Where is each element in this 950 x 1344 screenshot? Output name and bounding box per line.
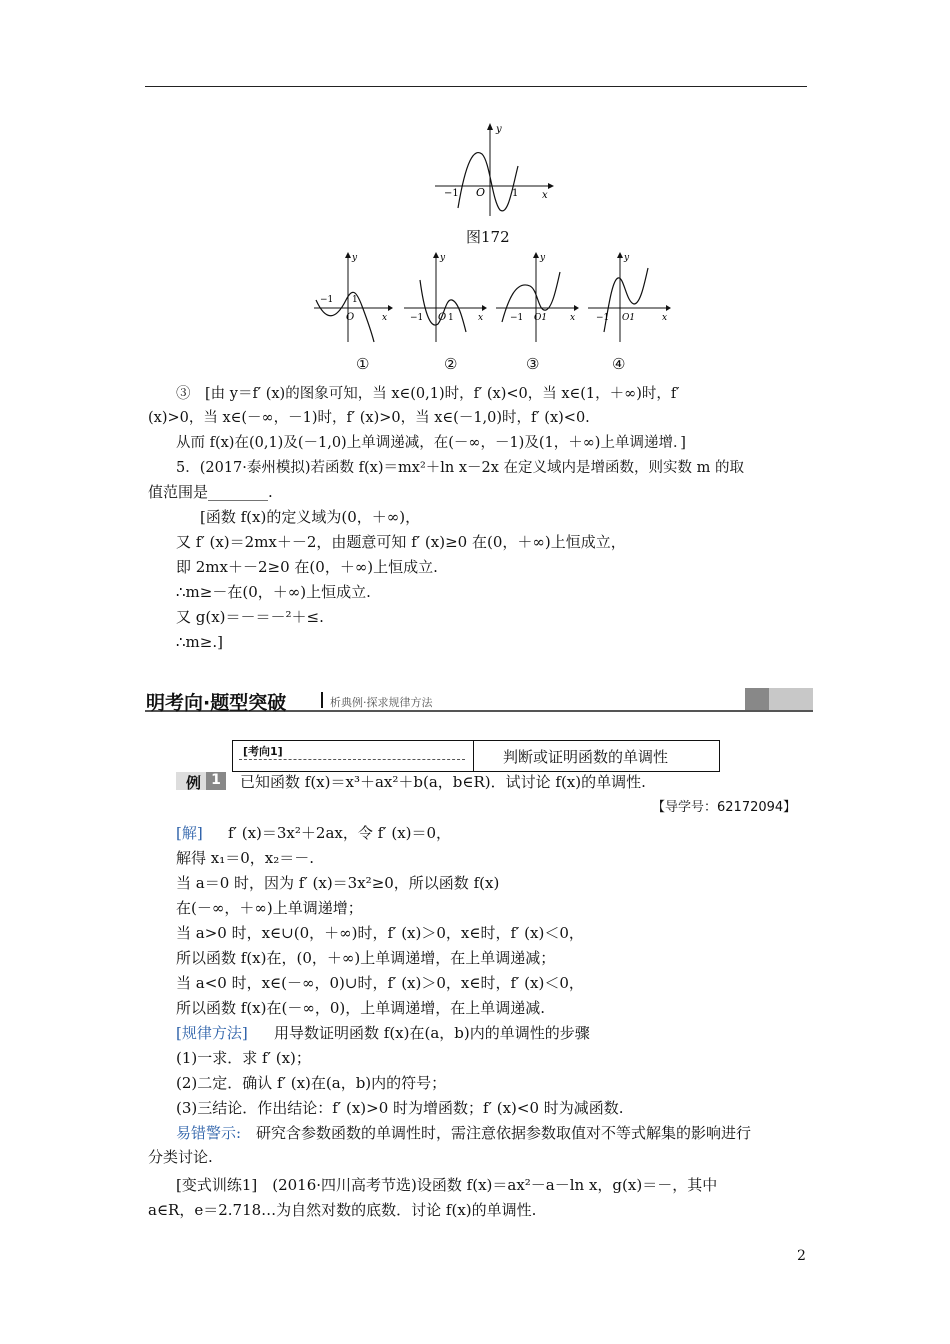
opt4-tick-neg1: −1 xyxy=(596,313,610,323)
option-graph-3 xyxy=(494,250,580,345)
fig172-tick-1: 1 xyxy=(512,188,519,199)
method-step-1: (1)一求．求 f′ (x)； xyxy=(176,1049,311,1067)
solution-line-8: 所以函数 f(x)在(－∞，0)，上单调递增，在上单调递减. xyxy=(176,999,545,1017)
figure-172 xyxy=(430,120,560,220)
solution-line-1: f′ (x)＝3x²＋2ax，令 f′ (x)＝0， xyxy=(228,824,452,842)
problem5-line-7: 又 g(x)＝－＝－²＋≤. xyxy=(176,608,324,626)
opt3-tick-neg1: −1 xyxy=(510,313,524,323)
fig172-caption: 图172 xyxy=(466,228,510,246)
problem5-line-6: ∴m≥－在(0，＋∞)上恒成立. xyxy=(176,583,371,601)
problem5-line-3: [函数 f(x)的定义域为(0，＋∞)， xyxy=(200,508,421,526)
variant-line-1: [变式训练1] (2016·四川高考节选)设函数 f(x)＝ax²－a－ln x，g(x)＝－，其中 xyxy=(176,1176,718,1194)
opt1-y-label: y xyxy=(352,253,358,263)
opt2-x-label: x xyxy=(478,313,484,323)
solution4-line-3: 从而 f(x)在(0,1)及(－1,0)上单调递减，在(－∞，－1)及(1，＋∞)上单调递增．] xyxy=(176,435,686,451)
opt2-tick-neg1: −1 xyxy=(410,313,424,323)
problem5-line-4: 又 f′ (x)＝2mx＋－2，由题意可知 f′ (x)≥0 在(0，＋∞)上恒成立， xyxy=(176,533,626,551)
option-label-4: ④ xyxy=(612,355,626,373)
opt2-y-label: y xyxy=(440,253,446,263)
option-graph-1 xyxy=(312,250,394,345)
solution-line-4: 在(－∞，＋∞)上单调递增； xyxy=(176,899,363,917)
solution-label: [解] xyxy=(176,824,203,842)
problem5-line-5: 即 2mx＋－2≥0 在(0，＋∞)上恒成立. xyxy=(176,558,438,576)
solution-line-7: 当 a<0 时，x∈(－∞，0)∪时，f′ (x)＞0，x∈时，f′ (x)＜0， xyxy=(176,974,584,992)
kaoxiang-left-cell xyxy=(233,741,474,771)
solution4-line-2: (x)>0，当 x∈(－∞，－1)时，f′ (x)>0，当 x∈(－1,0)时，f′ (x)<0. xyxy=(148,410,590,426)
problem5-line-1: 5．(2017·泰州模拟)若函数 f(x)＝mx²＋ln x－2x 在定义域内是增函数，则实数 m 的取 xyxy=(176,460,744,476)
section-subtitle: 析典例·探求规律方法 xyxy=(330,696,433,709)
page-number: 2 xyxy=(797,1248,806,1264)
method-step-3: (3)三结论．作出结论：f′ (x)>0 时为增函数；f′ (x)<0 时为减函数. xyxy=(176,1099,624,1117)
opt4-tick-o1: O1 xyxy=(622,313,636,323)
problem5-line-8: ∴m≥.] xyxy=(176,633,223,651)
opt1-tick-1: 1 xyxy=(352,295,358,305)
solution-line-2: 解得 x₁＝0，x₂＝－. xyxy=(176,849,315,867)
problem5-line-2: 值范围是________. xyxy=(148,483,273,501)
method-step-2: (2)二定．确认 f′ (x)在(a，b)内的符号； xyxy=(176,1074,447,1092)
option-label-3: ③ xyxy=(526,355,540,373)
variant-line-2: a∈R，e＝2.718…为自然对数的底数．讨论 f(x)的单调性. xyxy=(148,1201,537,1219)
warning-label: 易错警示: xyxy=(176,1124,242,1142)
fig172-y-label: y xyxy=(496,124,502,135)
option-graph-2 xyxy=(402,250,488,345)
option-label-1: ① xyxy=(356,355,370,373)
header-rule xyxy=(145,86,807,87)
opt4-x-label: x xyxy=(662,313,668,323)
option-graph-4 xyxy=(586,250,672,345)
opt3-x-label: x xyxy=(570,313,576,323)
warning-line-2: 分类讨论. xyxy=(148,1148,213,1166)
example1-guide-number: 【导学号：62172094】 xyxy=(652,800,797,815)
example-number: 1 xyxy=(206,772,226,790)
example1-statement: 已知函数 f(x)＝x³＋ax²＋b(a，b∈R)．试讨论 f(x)的单调性. xyxy=(240,773,646,791)
opt1-x-label: x xyxy=(382,313,388,323)
option-label-2: ② xyxy=(444,355,458,373)
fig172-origin: O xyxy=(476,186,486,199)
kaoxiang-dash xyxy=(239,759,465,760)
example-badge: 例 xyxy=(186,774,202,792)
opt3-tick-o1: O1 xyxy=(534,313,548,323)
method-label: [规律方法] xyxy=(176,1024,248,1042)
opt1-origin: O xyxy=(346,312,355,323)
method-title: 用导数证明函数 f(x)在(a，b)内的单调性的步骤 xyxy=(274,1024,590,1042)
solution-line-5: 当 a>0 时，x∈∪(0，＋∞)时，f′ (x)＞0，x∈时，f′ (x)＜0， xyxy=(176,924,584,942)
section-title: 明考向·题型突破 xyxy=(146,692,287,714)
opt4-y-label: y xyxy=(624,253,630,263)
opt2-tick-1: 1 xyxy=(448,313,454,323)
kaoxiang-topic: 判断或证明函数的单调性 xyxy=(503,748,669,766)
solution4-line-1: ③ [由 y＝f′ (x)的图象可知，当 x∈(0,1)时，f′ (x)<0，当 x∈(1，＋∞)时，f′ xyxy=(176,386,680,402)
fig172-tick-neg1: −1 xyxy=(444,188,459,199)
opt3-y-label: y xyxy=(540,253,546,263)
solution-line-6: 所以函数 f(x)在，(0，＋∞)上单调递增，在上单调递减； xyxy=(176,949,556,967)
solution-line-3: 当 a＝0 时，因为 f′ (x)＝3x²≥0，所以函数 f(x) xyxy=(176,874,500,892)
opt1-tick-neg1: −1 xyxy=(320,295,334,305)
kaoxiang-box xyxy=(232,740,720,772)
opt2-origin: O xyxy=(438,312,447,323)
warning-line-1: 研究含参数函数的单调性时，需注意依据参数取值对不等式解集的影响进行 xyxy=(256,1124,752,1142)
kaoxiang-label: [考向1] xyxy=(243,745,283,758)
fig172-x-label: x xyxy=(542,190,548,201)
